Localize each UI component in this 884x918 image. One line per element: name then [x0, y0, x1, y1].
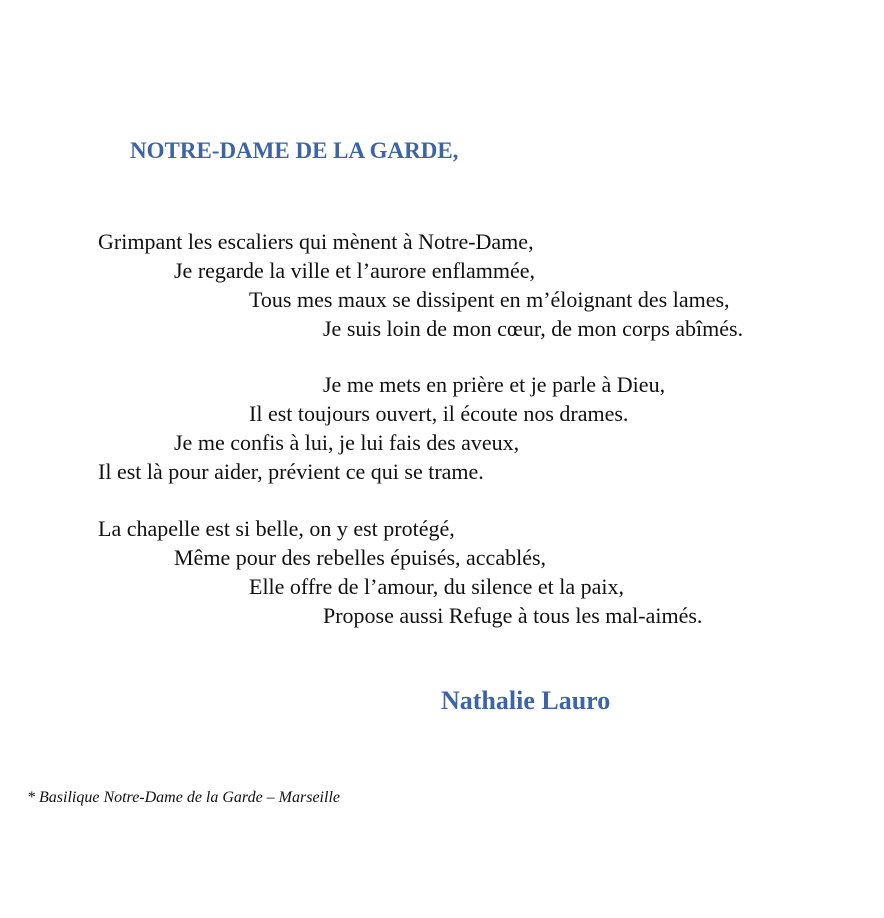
footnote: * Basilique Notre-Dame de la Garde – Marseille [27, 789, 340, 806]
poem-author: Nathalie Lauro [441, 686, 611, 715]
poem-line: Je suis loin de mon cœur, de mon corps abîmés. [323, 316, 744, 341]
poem-line: Tous mes maux se dissipent en m’éloignant des lames, [249, 287, 730, 312]
poem-line: Je regarde la ville et l’aurore enflammée, [174, 258, 535, 283]
poem-line: La chapelle est si belle, on y est protégé, [98, 516, 455, 541]
poem-line: Même pour des rebelles épuisés, accablés, [174, 545, 547, 570]
poem-line: Elle offre de l’amour, du silence et la paix, [249, 574, 625, 599]
poem-line: Propose aussi Refuge à tous les mal-aimés. [323, 603, 703, 628]
poem-title: NOTRE-DAME DE LA GARDE, [130, 138, 459, 163]
poem-line: Il est toujours ouvert, il écoute nos drames. [249, 401, 629, 426]
poem-line: Je me mets en prière et je parle à Dieu, [323, 372, 666, 397]
poem-line: Je me confis à lui, je lui fais des aveux, [174, 430, 520, 455]
poem-line: Grimpant les escaliers qui mènent à Notre-Dame, [98, 229, 534, 254]
poem-line: Il est là pour aider, prévient ce qui se trame. [98, 459, 484, 484]
